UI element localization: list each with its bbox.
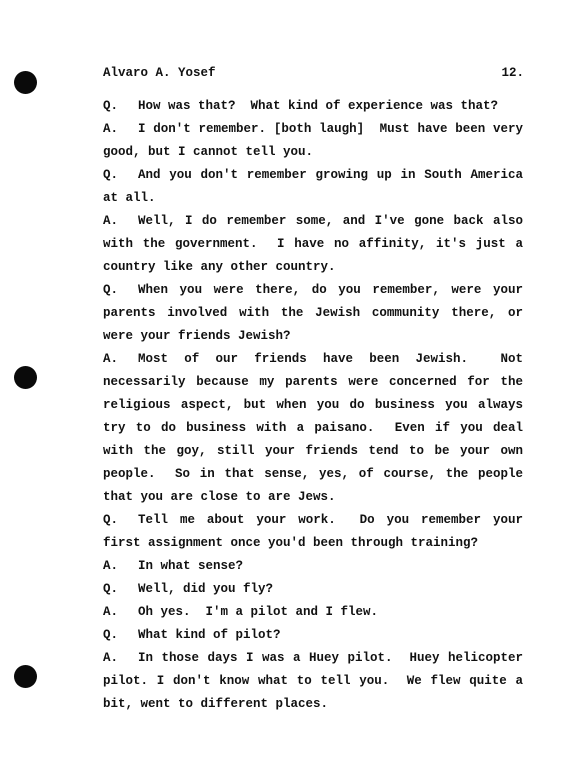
transcript-paragraph	[103, 164, 531, 210]
paragraph-text: In what sense?	[138, 559, 244, 573]
paragraph-text: Most of our friends have been Jewish. Not necessarily because my parents were concerned for the religious aspect, but when you do business you always try to do business with a paisano. Even if you deal with the goy, still your friends tend to be your own people. So in that sense, yes, of course, the people that you are close to are Jews.	[103, 352, 531, 504]
speaker-label: A.	[103, 651, 119, 665]
speaker-label: A.	[103, 214, 119, 228]
paragraph-text: What kind of pilot?	[138, 628, 281, 642]
transcript-paragraph	[103, 509, 531, 555]
transcript-paragraph	[103, 647, 531, 716]
paragraph-text: Tell me about your work. Do you remember your first assignment once you'd been through training?	[103, 513, 531, 550]
speaker-label: A.	[103, 559, 119, 573]
paragraph-text: Well, I do remember some, and I've gone back also with the government. I have no affinity, it's just a country like any other country.	[103, 214, 531, 274]
speaker-label: Q.	[103, 628, 119, 642]
transcript-paragraph	[103, 624, 523, 647]
paragraph-text: Oh yes. I'm a pilot and I flew.	[138, 605, 379, 619]
transcript-paragraph	[103, 118, 531, 164]
speaker-label: Q.	[103, 513, 119, 527]
speaker-label: A.	[103, 352, 119, 366]
paragraph-text: And you don't remember growing up in South America at all.	[103, 168, 531, 205]
transcript-paragraph	[103, 601, 523, 624]
paragraph-text: When you were there, do you remember, were your parents involved with the Jewish community there, or were your friends Jewish?	[103, 283, 531, 343]
transcript-paragraph	[103, 578, 523, 601]
transcript-paragraph	[103, 279, 531, 348]
speaker-label: Q.	[103, 582, 119, 596]
speaker-label: Q.	[103, 168, 119, 182]
binder-hole-middle	[14, 366, 37, 389]
page-header	[103, 63, 524, 83]
page-number: 12.	[501, 66, 524, 80]
speaker-label: A.	[103, 122, 119, 136]
paragraph-text: How was that? What kind of experience was that?	[138, 99, 499, 113]
speaker-label: A.	[103, 605, 119, 619]
interviewee-name: Alvaro A. Yosef	[103, 66, 216, 80]
transcript-paragraph	[103, 210, 531, 279]
binder-hole-bottom	[14, 665, 37, 688]
transcript-paragraph	[103, 95, 523, 118]
speaker-label: Q.	[103, 283, 119, 297]
transcript-paragraph	[103, 555, 523, 578]
speaker-label: Q.	[103, 99, 119, 113]
binder-hole-top	[14, 71, 37, 94]
transcript-paragraph	[103, 348, 531, 509]
paragraph-text: Well, did you fly?	[138, 582, 274, 596]
paragraph-text: I don't remember. [both laugh] Must have been very good, but I cannot tell you.	[103, 122, 531, 159]
paragraph-text: In those days I was a Huey pilot. Huey helicopter pilot. I don't know what to tell you. We flew quite a bit, went to different places.	[103, 651, 531, 711]
transcript-body	[103, 95, 531, 716]
